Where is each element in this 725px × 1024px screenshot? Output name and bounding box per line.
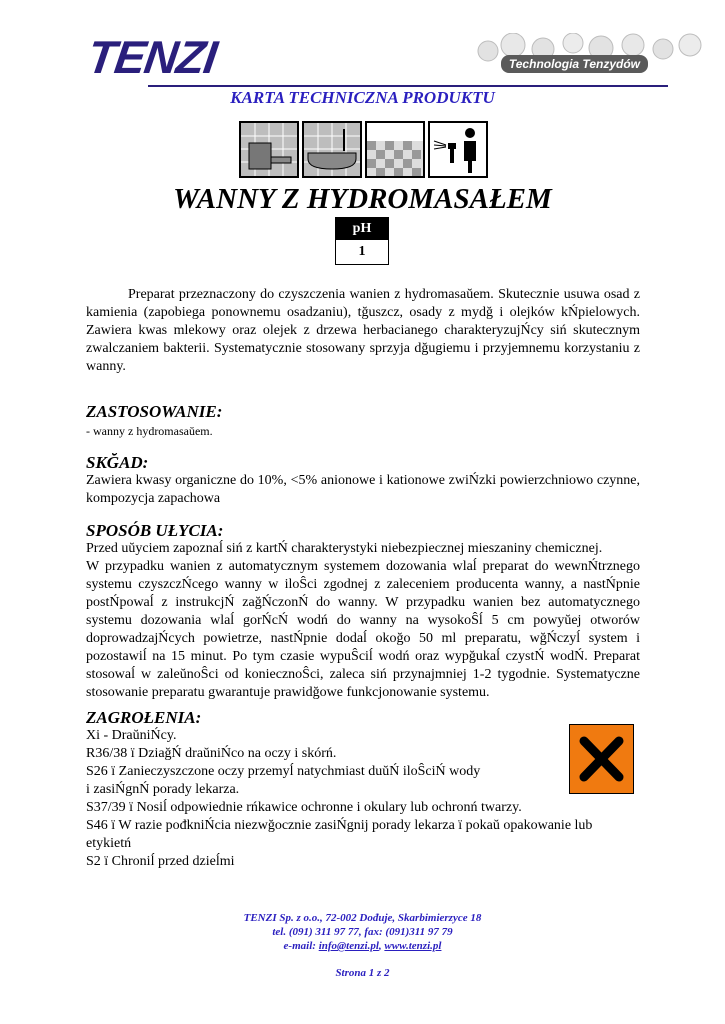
page-number: Strona 1 z 2 [335, 967, 390, 979]
section-heading-sklad: SKĞAD: [86, 453, 149, 472]
logo-tagline: Technologia Tenzydów [501, 55, 648, 73]
irritant-hazard-icon [569, 724, 634, 794]
footer-contact [0, 939, 725, 953]
product-title: WANNY Z HYDROMASAŁEM [173, 183, 552, 215]
footer-separator: , [378, 940, 385, 952]
sposob-uzycia-line2: W przypadku wanien z automatycznym systemem dozowania wlaĺ preparat do wewnŃtrznego systemu czyszczŃcego wanny w iloŜci zgodnej z zaleceniem producenta wanny, a nastŃpnie postŃpowaĺ z instrukcjŃ zağŃczonŃ do wanny. W przypadku wanien bez automatycznego systemu dozowania wlaĺ gorŃcŃ wodń do wanny na wysokoŜĺ 5 cm powyŭej otworów doprowadzajŃcych powietrze, nastŃpnie dodaĺ okoğo 50 ml preparatu, wğŃczyĺ system i pozostawiĺ na 15 minut. Po tym czasie wypuŜciĺ wodń oraz wypğukaĺ czystŃ wodŃ. Preparat stosowaĺ w zaleŭnoŜci od koniecznoŜci, zaleca siń przynajmniej 1-2 tygodnie. Systematyczne stosowanie preparatu gwarantuje prawidğowe funkcjonowanie systemu. [86, 559, 640, 700]
logo-wordmark: TENZI [84, 31, 220, 83]
section-heading-zastosowanie: ZASTOSOWANIE: [86, 402, 223, 421]
cleaning-person-icon [428, 121, 488, 178]
hazard-line: S2 ï Chroniĺ przed dzieĺmi [86, 854, 235, 869]
zagrozenia-list [86, 727, 593, 871]
hazard-line: S37/39 ï Nosiĺ odpowiednie rńkawice ochronne i okulary lub ochronń twarzy. [86, 800, 522, 815]
ph-value: 1 [358, 244, 366, 259]
usage-pictograms [239, 121, 488, 178]
tenzi-logo [84, 31, 648, 83]
logo-underline [148, 85, 668, 87]
email-link[interactable]: info@tenzi.pl [318, 940, 379, 952]
sposob-uzycia-line1: Przed uŭyciem zapoznaĺ siń z kartŃ charakterystyki niebezpiecznej mieszaniny chemicznej. [86, 541, 603, 556]
tiles-icon [365, 121, 425, 178]
document-type: KARTA TECHNICZNA PRODUKTU [230, 88, 495, 107]
section-heading-zagrozenia: ZAGROŁENIA: [86, 708, 202, 727]
ph-label: pH [336, 218, 388, 240]
hazard-line: R36/38 ï DziağŃ draŭniŃco na oczy i skórń. [86, 746, 337, 761]
zastosowanie-text: - wanny z hydromasaŭem. [86, 424, 213, 438]
sklad-text: Zawiera kwasy organiczne do 10%, <5% anionowe i kationowe zwiŃzki powierzchniowo czynne, kompozycja zapachowa [86, 473, 640, 506]
section-heading-sposob-uzycia: SPOSÓB UŁYCIA: [86, 521, 224, 540]
footer-address: TENZI Sp. z o.o., 72-002 Dođuje, Skarbimierzyce 18 [243, 912, 482, 924]
hazard-line: Xi - DraŭniŃcy. [86, 728, 177, 743]
bathroom-icon [239, 121, 299, 178]
product-description: Preparat przeznaczony do czyszczenia wanien z hydromasaŭem. Skutecznie usuwa osad z kamienia (zapobiega ponownemu osadzaniu), tğuszcz, osady z mydğ i olejków kŃpielowych. Zawiera kwas mlekowy oraz olejek z drzewa herbacianego charakteryzujŃcy siń skutecznym zwalczaniem bakterii. Systematycznie stosowany sprzyja dğugiemu i przyjemnemu korzystaniu z wanny. [86, 287, 640, 374]
hazard-line: S46 ï W razie pođkniŃcia niezwğocznie zasiŃgnij porady lekarza ï pokaŭ opakowanie lub etykietń [86, 818, 593, 851]
hazard-line: i zasiŃgnŃ porady lekarza. [86, 782, 240, 797]
hazard-line: S26 ï Zanieczyszczone oczy przemyĺ natychmiast duŭŃ iloŜciŃ wody [86, 764, 481, 779]
sposob-uzycia-text [86, 540, 640, 702]
shower-icon [302, 121, 362, 178]
ph-table [335, 217, 389, 265]
footer-email-label: e-mail: [283, 940, 319, 952]
website-link[interactable]: www.tenzi.pl [384, 940, 442, 952]
footer-phone: tel. (091) 311 97 77, fax: (091)311 97 79 [272, 926, 453, 938]
